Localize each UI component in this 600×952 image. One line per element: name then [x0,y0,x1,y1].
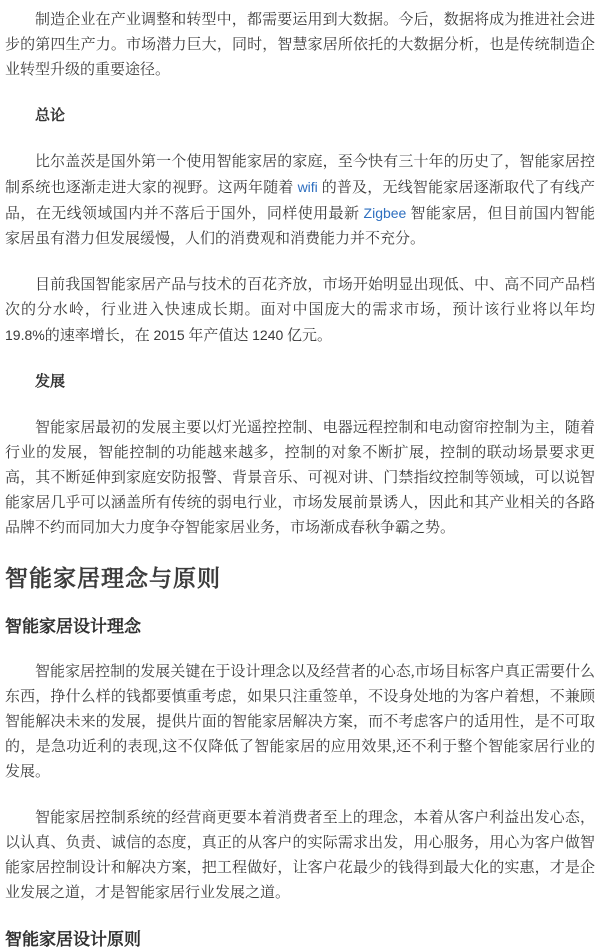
heading-concepts-and-principles: 智能家居理念与原则 [5,565,221,591]
wifi-link[interactable]: wifi [297,179,318,195]
zigbee-link[interactable]: Zigbee [363,205,407,221]
paragraph-big-data [5,8,595,83]
paragraph-design-concept-2 [5,806,595,906]
text-run: 目前我国智能家居产品与技术的百花齐放，市场开始明显出现低、中、高不同产品档次的分水岭，行业进入快速成长期。面对中国庞大的需求市场，预计该行业将以年均 [5,277,595,318]
growth-rate-value: 19.8% [5,327,45,343]
text-run: 智能家居控制的发展关键在于设计理念以及经营者的心态,市场目标客户真正需要什么东西，挣什么样的钱都要慎重考虑，如果只注重签单，不设身处地的为客户着想，不兼顾智能解决未来的发展，提供片面的智能家居解决方案，而不考虑客户的适用性，是不可取的，是急功近利的表现,这不仅降低了智能家居的应用效果,还不利于整个智能家居行业的发展。 [5,664,595,780]
text-run: 制造企业在产业调整和转型中，都需要运用到大数据。今后，数据将成为推进社会进步的第四生产力。市场潜力巨大，同时，智慧家居所依托的大数据分析，也是传统制造企业转型升级的重要途径。 [5,12,595,78]
paragraph-market-growth [5,273,595,349]
paragraph-development-history [5,416,595,541]
heading-design-principles: 智能家居设计原则 [5,930,141,949]
text-run: 的普及，无线智能家居逐渐取代了有线产品，在无线领域国内并不落后于国外，同样使用最新 [5,180,595,222]
paragraph-bill-gates [5,150,595,252]
heading-overview: 总论 [35,108,66,124]
text-run: 的速率增长，在 [44,328,154,344]
text-run: 比尔盖茨是国外第一个使用智能家居的家庭，至今快有三十年的历史了，智能家居控制系统也逐渐走进大家的视野。这两年随着 [5,154,595,196]
text-run: 亿元。 [283,328,333,344]
heading-design-concept: 智能家居设计理念 [5,617,141,636]
year-value: 2015 [153,327,185,343]
text-run: 年产值达 [184,328,253,344]
text-run: 智能家居最初的发展主要以灯光遥控控制、电器远程控制和电动窗帘控制为主，随着行业的发展，智能控制的功能越来越多，控制的对象不断扩展，控制的联动场景要求更高，其不断延伸到家庭安防报警、背景音乐、可视对讲、门禁指纹控制等领域，可以说智能家居几乎可以涵盖所有传统的弱电行业，市场发展前景诱人，因此和其产业相关的各路品牌不约而同加大力度争夺智能家居业务，市场渐成春秋争霸之势。 [5,420,595,536]
text-run: 智能家居控制系统的经营商更要本着消费者至上的理念，本着从客户利益出发心态，以认真、负责、诚信的态度，真正的从客户的实际需求出发，用心服务，用心为客户做智能家居控制设计和解决方案，把工程做好，让客户花最少的钱得到最大化的实惠，才是企业发展之道，才是智能家居行业发展之道。 [5,810,595,901]
text-run: 智能家居，但目前国内智能家居虽有潜力但发展缓慢，人们的消费观和消费能力并不充分。 [5,206,595,247]
output-value: 1240 [252,327,284,343]
heading-development: 发展 [35,374,66,390]
paragraph-design-concept-1 [5,660,595,785]
